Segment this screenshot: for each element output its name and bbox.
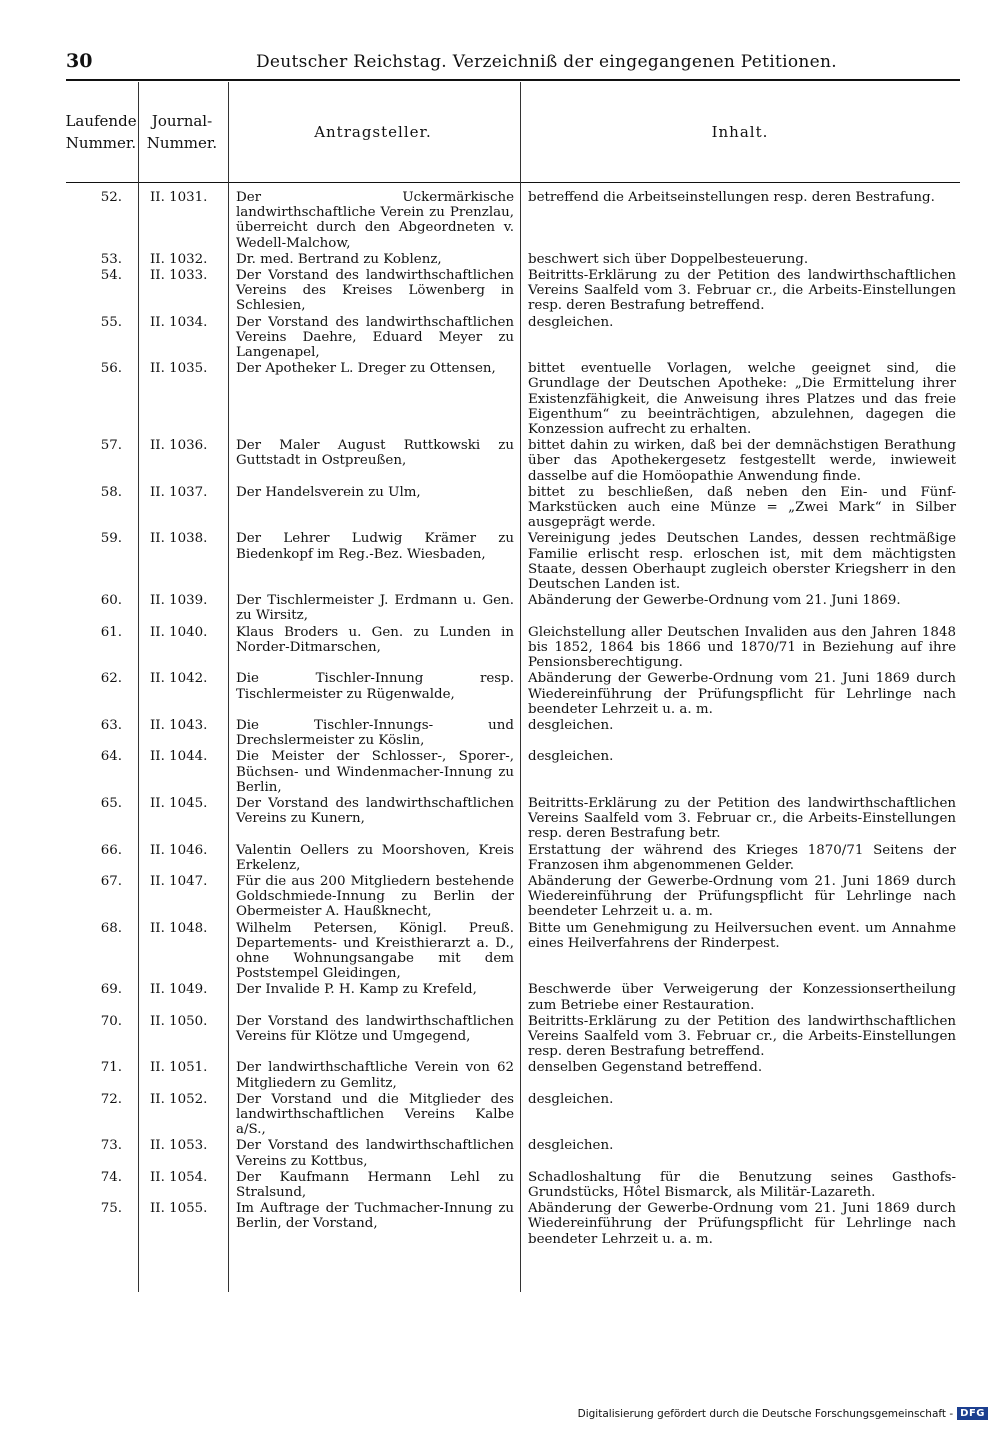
table-row <box>66 982 960 1012</box>
entry-number: 65. <box>100 795 122 811</box>
applicant: Der landwirthschaftliche Verein von 62 Mitgliedern zu Gemlitz, <box>236 1060 514 1091</box>
footer-text: Digitalisierung gefördert durch die Deutsche Forschungsgemeinschaft - <box>577 1407 954 1420</box>
content: Abänderung der Gewerbe-Ordnung vom 21. Juni 1869 durch Wiedereinführung der Prüfungspflicht für Lehrlinge nach beendeter Lehrzeit u. a. m. <box>528 873 956 920</box>
content: Beitritts-Erklärung zu der Petition des landwirthschaftlichen Vereins Saalfeld vom 3. Februar cr., die Arbeits-Einstellungen resp. deren Bestrafung betreffend. <box>528 1013 956 1060</box>
content: desgleichen. <box>528 314 614 330</box>
entry-number: 68. <box>100 920 122 936</box>
applicant: Die Meister der Schlosser-, Sporer-, Büchsen- und Windenmacher-Innung zu Berlin, <box>236 749 514 795</box>
table-row <box>66 843 960 873</box>
applicant: Der Handelsverein zu Ulm, <box>236 484 421 500</box>
applicant: Für die aus 200 Mitgliedern bestehende Goldschmiede-Innung zu Berlin der Obermeister A. Haußknecht, <box>236 873 514 920</box>
running-head: Deutscher Reichstag. Verzeichniß der eingegangenen Petitionen. <box>256 52 837 72</box>
journal-number: II. 1039. <box>150 593 208 609</box>
applicant: Der Vorstand des landwirthschaftlichen Vereins für Klötze und Umgegend, <box>236 1013 514 1044</box>
journal-number: II. 1042. <box>150 671 208 687</box>
applicant: Der Invalide P. H. Kamp zu Krefeld, <box>236 982 477 998</box>
applicant: Der Vorstand des landwirthschaftlichen Vereins zu Kottbus, <box>236 1138 514 1169</box>
content: Abänderung der Gewerbe-Ordnung vom 21. Juni 1869. <box>528 593 901 609</box>
header-antragsteller: Antragsteller. <box>314 123 432 141</box>
entry-number: 62. <box>100 671 122 687</box>
content: beschwert sich über Doppelbesteuerung. <box>528 251 809 267</box>
entry-number: 73. <box>100 1138 122 1154</box>
table-row <box>66 485 960 531</box>
journal-number: II. 1053. <box>150 1138 208 1154</box>
entry-number: 70. <box>100 1013 122 1029</box>
table-row <box>66 593 960 623</box>
content: Beschwerde über Verweigerung der Konzessionsertheilung zum Betriebe einer Restauration. <box>528 982 956 1013</box>
applicant: Der Kaufmann Hermann Lehl zu Stralsund, <box>236 1169 514 1200</box>
content: desgleichen. <box>528 717 614 733</box>
entry-number: 58. <box>100 484 122 500</box>
journal-number: II. 1046. <box>150 842 208 858</box>
entry-number: 66. <box>100 842 122 858</box>
entry-number: 52. <box>100 190 122 205</box>
journal-number: II. 1049. <box>150 982 208 998</box>
entry-number: 64. <box>100 749 122 765</box>
entry-number: 61. <box>100 624 122 640</box>
content: Abänderung der Gewerbe-Ordnung vom 21. Juni 1869 durch Wiedereinführung der Prüfungspflicht für Lehrlinge nach beendeter Lehrzeit u. a. m. <box>528 671 956 717</box>
entry-number: 59. <box>100 531 122 547</box>
entry-number: 54. <box>100 268 122 284</box>
table-row <box>66 1201 960 1247</box>
table-row <box>66 1060 960 1090</box>
content: Schadloshaltung für die Benutzung seines Gasthofs-Grundstücks, Hôtel Bismarck, als Militär-Lazareth. <box>528 1169 956 1200</box>
journal-number: II. 1035. <box>150 361 208 377</box>
footer <box>578 1407 988 1420</box>
content: betreffend die Arbeitseinstellungen resp. deren Bestrafung. <box>528 190 935 205</box>
table-row <box>66 252 960 267</box>
header-inhalt: Inhalt. <box>711 123 769 141</box>
table-row <box>66 268 960 314</box>
entry-number: 57. <box>100 438 122 454</box>
entry-number: 67. <box>100 873 122 889</box>
journal-number: II. 1036. <box>150 438 208 454</box>
applicant: Valentin Oellers zu Moorshoven, Kreis Erkelenz, <box>236 842 514 873</box>
table-row <box>66 874 960 920</box>
journal-number: II. 1052. <box>150 1091 208 1107</box>
journal-number: II. 1033. <box>150 268 208 284</box>
applicant: Der Apotheker L. Dreger zu Ottensen, <box>236 361 496 377</box>
journal-number: II. 1045. <box>150 795 208 811</box>
entry-number: 55. <box>100 314 122 330</box>
content: desgleichen. <box>528 1138 614 1154</box>
entry-number: 72. <box>100 1091 122 1107</box>
journal-number: II. 1032. <box>150 251 208 267</box>
content: desgleichen. <box>528 1091 614 1107</box>
content: denselben Gegenstand betreffend. <box>528 1060 763 1076</box>
table-row <box>66 1092 960 1138</box>
header-rule <box>66 79 960 81</box>
entry-number: 75. <box>100 1201 122 1217</box>
table-row <box>66 531 960 592</box>
journal-number: II. 1050. <box>150 1013 208 1029</box>
table-row <box>66 315 960 361</box>
table-row <box>66 625 960 671</box>
content: Abänderung der Gewerbe-Ordnung vom 21. Juni 1869 durch Wiedereinführung der Prüfungspflicht für Lehrlinge nach beendeter Lehrzeit u. a. m. <box>528 1201 956 1247</box>
content: bittet eventuelle Vorlagen, welche geeignet sind, die Grundlage der Deutschen Apotheke: „Die Ermittelung ihrer Existenzfähigkeit, die Anweisung ihres Platzes und das freie Eigenthum“ zu beeinträchtigen, abzulehnen, dagegen die Konzession aufrecht zu erhalten. <box>528 361 956 438</box>
applicant: Wilhelm Petersen, Königl. Preuß. Departements- und Kreisthierarzt a. D., ohne Wohnungsangabe mit dem Poststempel Gleidingen, <box>236 920 514 982</box>
table-row <box>66 671 960 717</box>
table-row <box>66 749 960 795</box>
applicant: Der Vorstand des landwirthschaftlichen Vereins des Kreises Löwenberg in Schlesien, <box>236 268 514 314</box>
content: Beitritts-Erklärung zu der Petition des landwirthschaftlichen Vereins Saalfeld vom 3. Februar cr., die Arbeits-Einstellungen resp. deren Bestrafung betreffend. <box>528 268 956 314</box>
entry-number: 71. <box>100 1060 122 1076</box>
content: bittet zu beschließen, daß neben den Ein- und Fünf-Markstücken auch eine Münze = „Zwei Mark“ in Silber ausgeprägt werde. <box>528 484 956 531</box>
applicant: Der Vorstand des landwirthschaftlichen Vereins Daehre, Eduard Meyer zu Langenapel, <box>236 314 514 361</box>
dfg-logo: DFG <box>957 1407 988 1420</box>
applicant: Die Tischler-Innungs- und Drechslermeister zu Köslin, <box>236 717 514 749</box>
journal-number: II. 1044. <box>150 749 208 765</box>
journal-number: II. 1031. <box>150 190 208 205</box>
table-row <box>66 1170 960 1200</box>
applicant: Der Lehrer Ludwig Krämer zu Biedenkopf im Reg.-Bez. Wiesbaden, <box>236 531 514 562</box>
content: desgleichen. <box>528 749 614 765</box>
page-number: 30 <box>66 50 93 72</box>
petition-list <box>66 190 960 1248</box>
entry-number: 56. <box>100 361 122 377</box>
entry-number: 69. <box>100 982 122 998</box>
header-journal-nummer: Journal-Nummer. <box>146 112 218 152</box>
content: Gleichstellung aller Deutschen Invaliden aus den Jahren 1848 bis 1852, 1864 bis 1866 und 1870/71 in Beziehung auf ihre Pensionsberechtigung. <box>528 624 956 671</box>
applicant: Der Tischlermeister J. Erdmann u. Gen. zu Wirsitz, <box>236 593 514 624</box>
content: Bitte um Genehmigung zu Heilversuchen event. um Annahme eines Heilverfahrens der Rinderpest. <box>528 920 956 951</box>
table-row <box>66 921 960 982</box>
journal-number: II. 1040. <box>150 624 208 640</box>
applicant: Der Maler August Ruttkowski zu Guttstadt in Ostpreußen, <box>236 438 514 469</box>
journal-number: II. 1037. <box>150 484 208 500</box>
applicant: Im Auftrage der Tuchmacher-Innung zu Berlin, der Vorstand, <box>236 1201 514 1232</box>
content: bittet dahin zu wirken, daß bei der demnächstigen Berathung über das Apothekergesetz festgestellt werde, inwieweit dasselbe auf die Homöopathie Anwendung finde. <box>528 438 956 484</box>
table-row <box>66 1138 960 1168</box>
entry-number: 60. <box>100 593 122 609</box>
journal-number: II. 1051. <box>150 1060 208 1076</box>
content: Vereinigung jedes Deutschen Landes, dessen rechtmäßige Familie erlischt resp. erloschen ist, mit dem mächtigsten Staate, dessen Oberhaupt zugleich oberster Kriegsherr in den Deutschen Landen ist. <box>528 531 956 593</box>
applicant: Die Tischler-Innung resp. Tischlermeister zu Rügenwalde, <box>236 671 514 702</box>
journal-number: II. 1048. <box>150 920 208 936</box>
applicant: Der Vorstand des landwirthschaftlichen Vereins zu Kunern, <box>236 795 514 827</box>
header-laufende-nummer: Laufende Nummer. <box>65 112 137 152</box>
journal-number: II. 1034. <box>150 314 208 330</box>
table-row <box>66 1014 960 1060</box>
table-row <box>66 438 960 484</box>
journal-number: II. 1054. <box>150 1169 208 1185</box>
journal-number: II. 1055. <box>150 1201 208 1217</box>
journal-number: II. 1043. <box>150 717 208 733</box>
table-row <box>66 361 960 437</box>
content: Beitritts-Erklärung zu der Petition des landwirthschaftlichen Vereins Saalfeld vom 3. Februar cr., die Arbeits-Einstellungen resp. deren Bestrafung betr. <box>528 795 956 842</box>
table-row <box>66 190 960 251</box>
entry-number: 63. <box>100 717 122 733</box>
content: Erstattung der während des Krieges 1870/71 Seitens der Franzosen ihm abgenommenen Gelder. <box>528 842 956 873</box>
applicant: Der Uckermärkische landwirthschaftliche Verein zu Prenzlau, überreicht durch den Abgeordneten v. Wedell-Malchow, <box>236 190 514 251</box>
applicant: Dr. med. Bertrand zu Koblenz, <box>236 251 442 267</box>
entry-number: 74. <box>100 1169 122 1185</box>
table-row <box>66 718 960 748</box>
applicant: Der Vorstand und die Mitglieder des landwirthschaftlichen Vereins Kalbe a/S., <box>236 1091 514 1138</box>
entry-number: 53. <box>100 251 122 267</box>
table-header <box>66 82 960 183</box>
journal-number: II. 1038. <box>150 531 208 547</box>
table-row <box>66 796 960 842</box>
applicant: Klaus Broders u. Gen. zu Lunden in Norder-Ditmarschen, <box>236 624 514 655</box>
journal-number: II. 1047. <box>150 873 208 889</box>
